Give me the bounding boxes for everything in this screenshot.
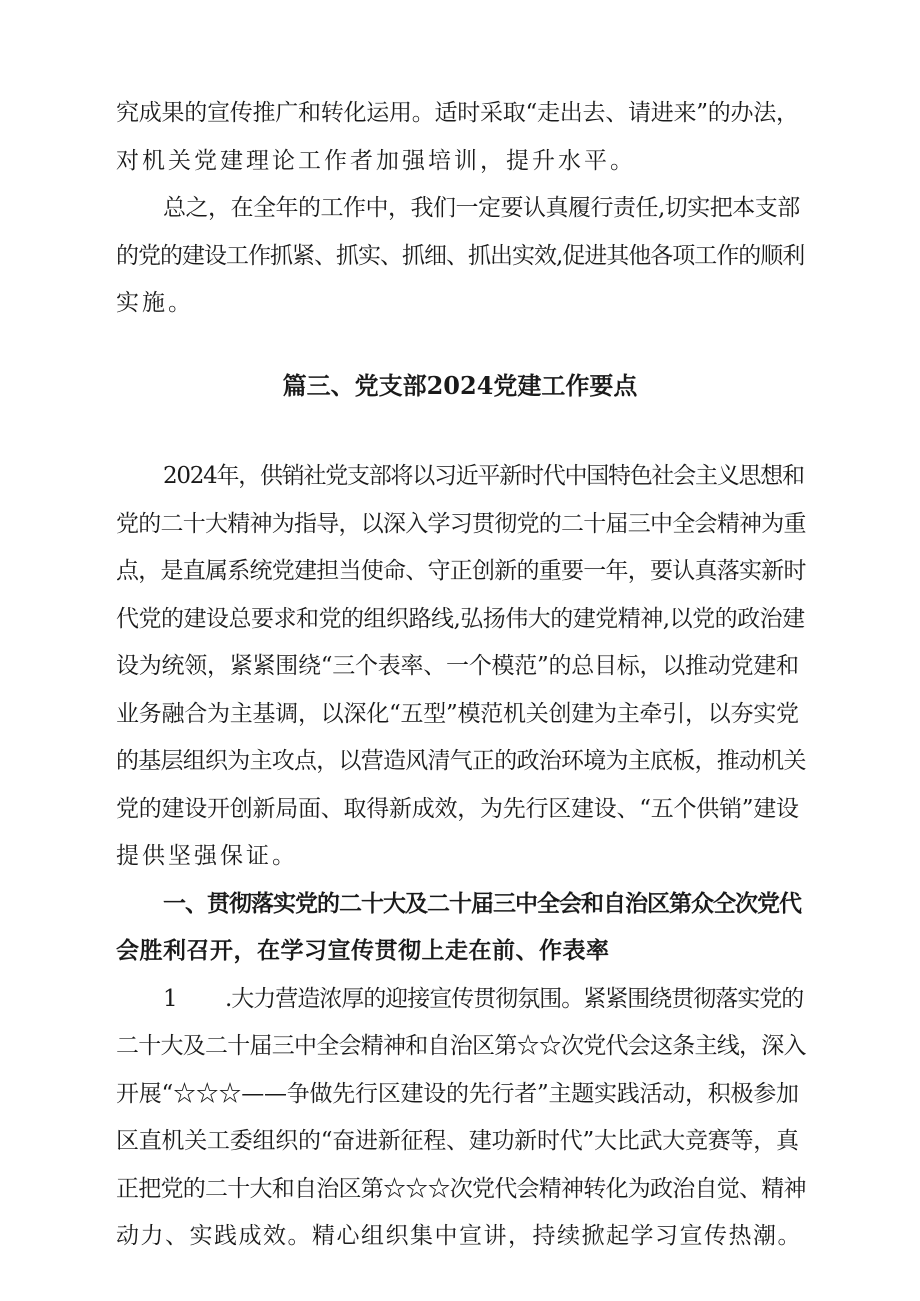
paragraph-line: 开展“☆☆☆——争做先行区建设的先行者”主题实践活动，积极参加 (116, 1081, 799, 1107)
paragraph-line: 的党的建设工作抓紧、抓实、抓细、抓出实效,促进其他各项工作的顺利 (116, 243, 805, 269)
section-heading-line: 一、贯彻落实党的二十大及二十届三中全会和自治区第众仝次党代 (163, 891, 801, 917)
paragraph-line: 党的建设开创新局面、取得新成效，为先行区建设、“五个供销”建设 (116, 796, 799, 822)
paragraph-line: 的基层组织为主攻点，以营造风清气正的政治环境为主底板，推动机关 (116, 748, 806, 774)
paragraph-line: 区直机关工委组织的“奋进新征程、建功新时代”大比武大竞赛等，真 (116, 1128, 799, 1154)
list-item-number: 1 (163, 986, 178, 1012)
paragraph-line: 提供坚强保证。 (116, 843, 298, 869)
paragraph-line: 点，是直属系统党建担当使命、守正创新的重要一年，要认真落实新时 (116, 558, 806, 584)
paragraph-line: 2024年，供销社党支部将以习近平新时代中国特色社会主义思想和 (163, 463, 804, 489)
paragraph-line: 总之，在全年的工作中，我们一定要认真履行责任,切实把本支部 (163, 195, 800, 221)
section-title: 篇三、党支部2024党建工作要点 (282, 371, 638, 400)
list-item-text: .大力营造浓厚的迎接宣传贯彻氛围。紧紧围绕贯彻落实党的 (225, 986, 804, 1012)
paragraph-line: 正把党的二十大和自治区第☆☆☆次党代会精神转化为政治自觉、精神 (116, 1176, 806, 1202)
paragraph-line: 动力、实践成效。精心组织集中宣讲，持续掀起学习宣传热潮。 (116, 1223, 802, 1249)
paragraph-line: 究成果的宣传推广和转化运用。适时采取“走出去、请进来”的办法， (116, 100, 799, 126)
paragraph-line: 实施。 (116, 290, 194, 316)
list-item-first-line (163, 984, 803, 1014)
paragraph-line: 代党的建设总要求和党的组织路线,弘扬伟大的建党精神,以党的政治建 (116, 606, 805, 632)
paragraph-line: 对机关党建理论工作者加强培训，提升水平。 (116, 148, 636, 174)
section-heading-line: 会胜利召开，在学习宣传贯彻上走在前、作表率 (116, 938, 610, 964)
paragraph-line: 二十大及二十届三中全会精神和自治区第☆☆次党代会这条主线，深入 (116, 1033, 806, 1059)
paragraph-line: 业务融合为主基调，以深化“五型”模范机关创建为主牵引，以夯实党 (116, 701, 799, 727)
paragraph-line: 党的二十大精神为指导，以深入学习贯彻党的二十届三中全会精神为重 (116, 511, 806, 537)
paragraph-line: 设为统领，紧紧围绕“三个表率、一个模范”的总目标，以推动党建和 (116, 653, 799, 679)
